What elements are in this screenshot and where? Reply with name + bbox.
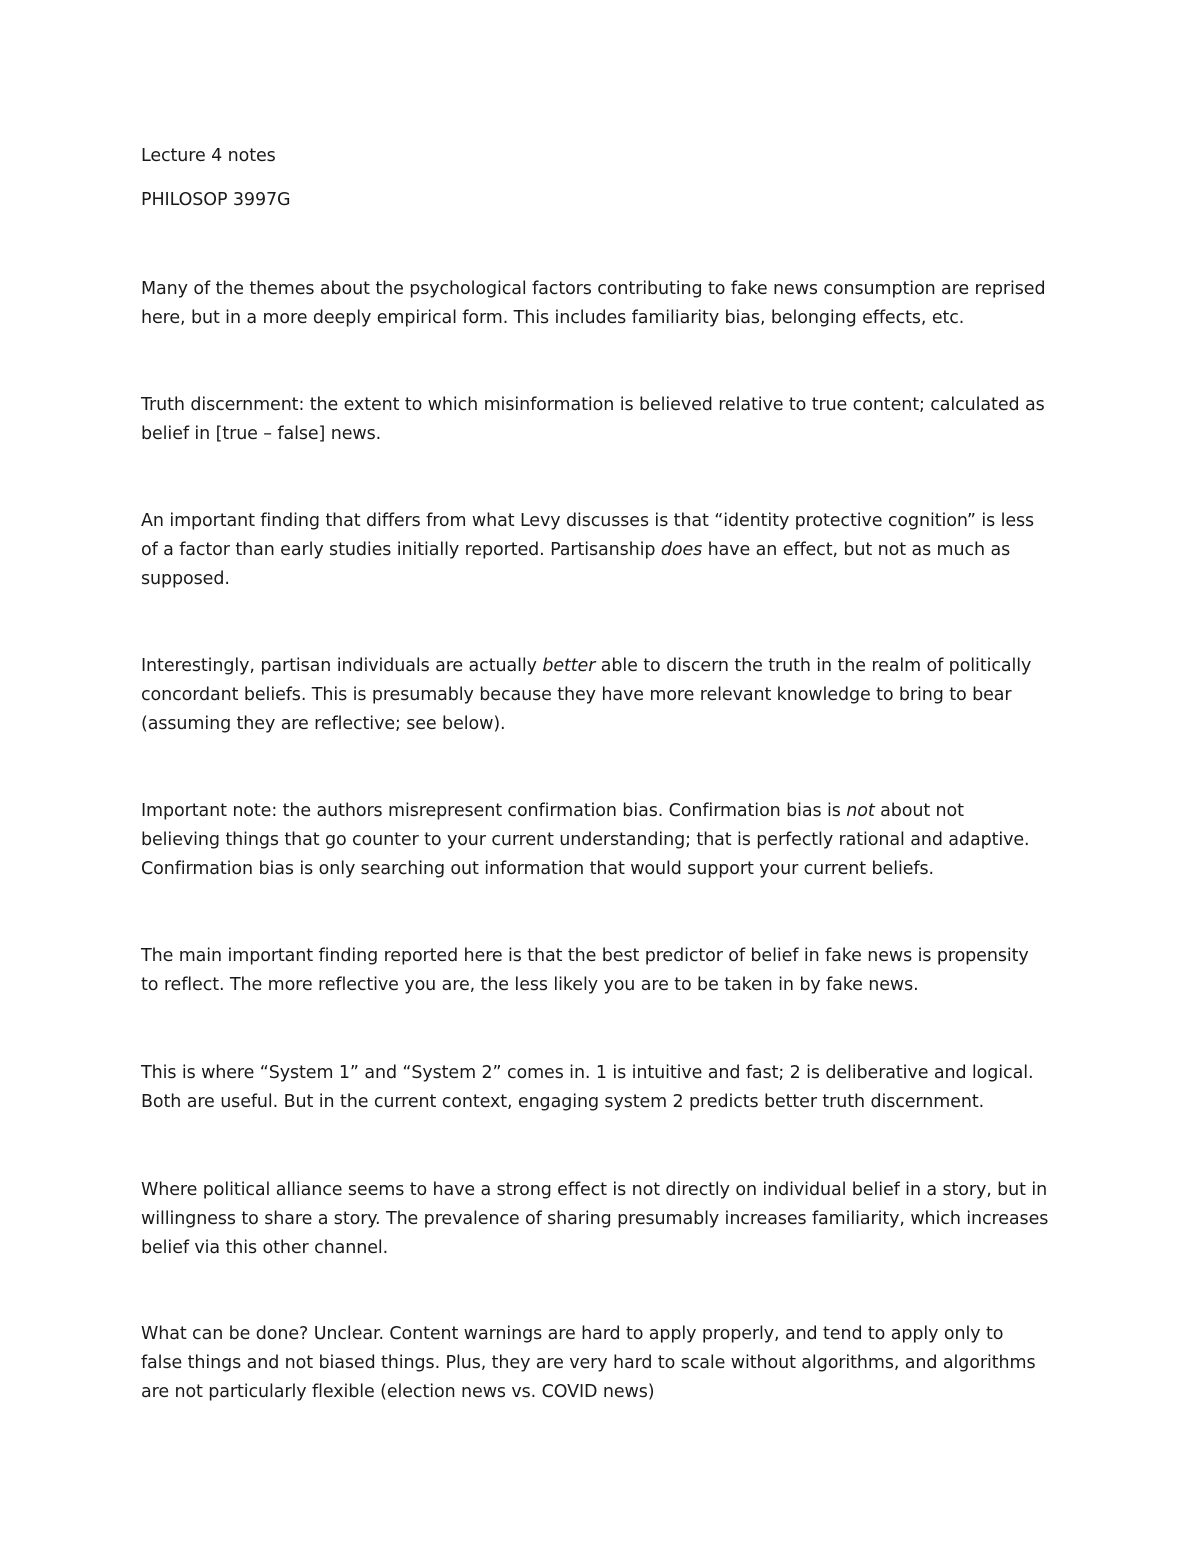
paragraph-themes xyxy=(141,275,1071,333)
paragraph-line xyxy=(141,652,1071,681)
paragraph-confirmation-bias xyxy=(141,797,1071,884)
paragraph-line: This is where “System 1” and “System 2” comes in. 1 is intuitive and fast; 2 is deliberative and logical. xyxy=(141,1063,1034,1083)
paragraph-line xyxy=(141,797,1071,826)
paragraph-line: The main important finding reported here is that the best predictor of belief in fake news is propensity xyxy=(141,946,1029,966)
paragraph-line xyxy=(141,536,1071,565)
paragraph-identity-cognition xyxy=(141,507,1071,594)
paragraph-line: here, but in a more deeply empirical form. This includes familiarity bias, belonging effects, etc. xyxy=(141,308,965,328)
paragraph-line: belief in [true – false] news. xyxy=(141,424,382,444)
emphasis-text: better xyxy=(542,656,596,676)
course-code xyxy=(141,186,1071,215)
course-code-text: PHILOSOP 3997G xyxy=(141,190,291,210)
text-run: of a factor than early studies initially reported. Partisanship xyxy=(141,540,661,560)
text-run: able to discern the truth in the realm of politically xyxy=(595,656,1032,676)
paragraph-partisan-individuals xyxy=(141,652,1071,739)
paragraph-line: are not particularly flexible (election news vs. COVID news) xyxy=(141,1382,655,1402)
paragraph-line: What can be done? Unclear. Content warnings are hard to apply properly, and tend to apply only to xyxy=(141,1324,1004,1344)
emphasis-text: does xyxy=(660,540,703,560)
emphasis-text: not xyxy=(846,801,875,821)
paragraph-main-finding xyxy=(141,942,1071,1000)
paragraph-line: belief via this other channel. xyxy=(141,1238,389,1258)
paragraph-line: concordant beliefs. This is presumably because they have more relevant knowledge to bring to bear xyxy=(141,685,1012,705)
document-title xyxy=(141,142,1071,171)
paragraph-line: false things and not biased things. Plus, they are very hard to scale without algorithms, and algorithms xyxy=(141,1353,1036,1373)
paragraph-truth-discernment xyxy=(141,391,1071,449)
document-title-text: Lecture 4 notes xyxy=(141,146,276,166)
paragraph-political-alliance xyxy=(141,1176,1071,1263)
text-run: Important note: the authors misrepresent confirmation bias. Confirmation bias is xyxy=(141,801,847,821)
paragraph-line: Where political alliance seems to have a strong effect is not directly on individual belief in a story, but in xyxy=(141,1180,1048,1200)
paragraph-line: Truth discernment: the extent to which misinformation is believed relative to true content; calculated as xyxy=(141,395,1045,415)
text-run: Interestingly, partisan individuals are actually xyxy=(141,656,543,676)
paragraph-line: Confirmation bias is only searching out information that would support your current beliefs. xyxy=(141,859,934,879)
paragraph-line: believing things that go counter to your current understanding; that is perfectly rational and adaptive. xyxy=(141,830,1030,850)
paragraph-line: to reflect. The more reflective you are, the less likely you are to be taken in by fake news. xyxy=(141,975,919,995)
text-run: about not xyxy=(874,801,964,821)
paragraph-line: Many of the themes about the psychological factors contributing to fake news consumption are reprised xyxy=(141,279,1046,299)
text-run: have an effect, but not as much as xyxy=(702,540,1011,560)
paragraph-line: Both are useful. But in the current context, engaging system 2 predicts better truth discernment. xyxy=(141,1092,985,1112)
paragraph-line: supposed. xyxy=(141,569,230,589)
paragraph-line: An important finding that differs from what Levy discusses is that “identity protective cognition” is less xyxy=(141,511,1035,531)
paragraph-line: willingness to share a story. The prevalence of sharing presumably increases familiarity, which increases xyxy=(141,1209,1049,1229)
paragraph-system-1-2 xyxy=(141,1059,1071,1117)
paragraph-line: (assuming they are reflective; see below). xyxy=(141,714,506,734)
paragraph-what-can-be-done xyxy=(141,1320,1071,1407)
